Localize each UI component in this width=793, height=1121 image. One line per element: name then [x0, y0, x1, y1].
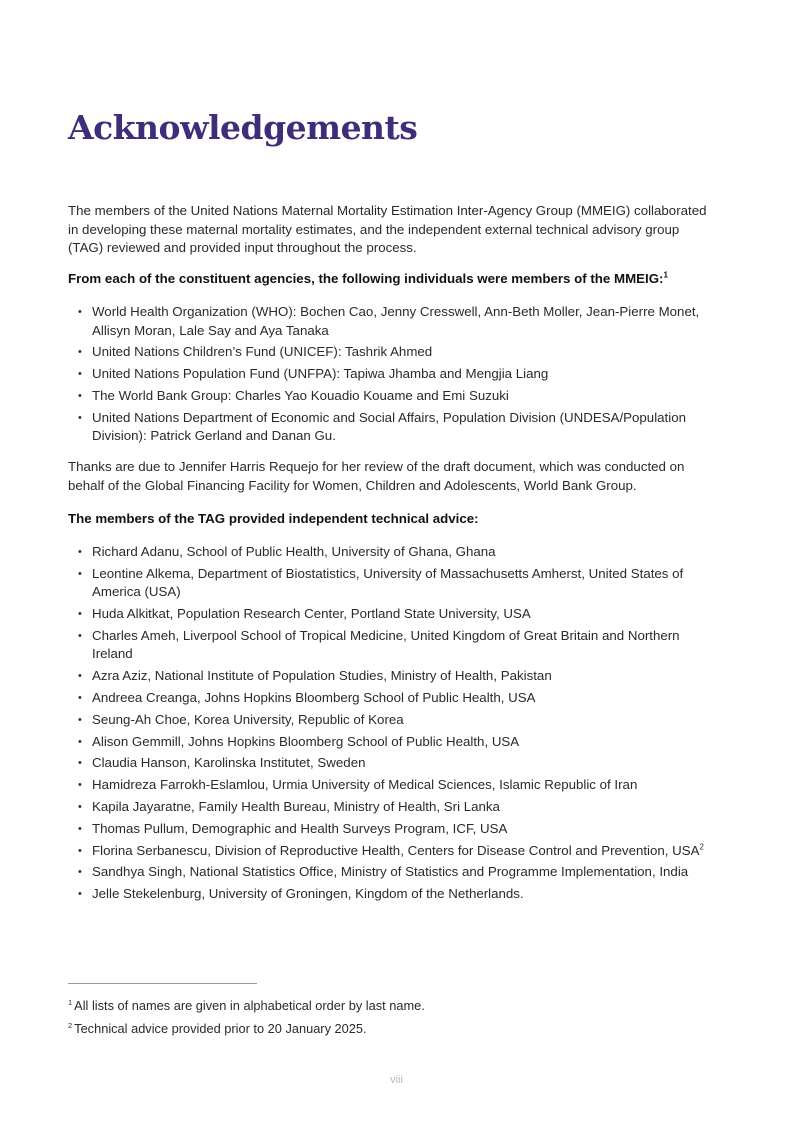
list-item: • United Nations Department of Economic and Social Affairs, Population Division (UNDESA/Population Division): Patrick Gerland and Danan Gu. [68, 409, 718, 446]
list-item: • Florina Serbanescu, Division of Reproductive Health, Centers for Disease Control and Prevention, USA$^2$ [68, 842, 718, 861]
tag-member-list [68, 543, 718, 907]
list-item: • Sandhya Singh, National Statistics Office, Ministry of Statistics and Programme Implementation, India [68, 863, 718, 882]
list-item: • Charles Ameh, Liverpool School of Tropical Medicine, United Kingdom of Great Britain and Northern Ireland [68, 627, 718, 664]
list-item: • Huda Alkitkat, Population Research Center, Portland State University, USA [68, 605, 718, 624]
list-item: • Claudia Hanson, Karolinska Institutet, Sweden [68, 754, 718, 773]
list-item: • Hamidreza Farrokh-Eslamlou, Urmia University of Medical Sciences, Islamic Republic of Iran [68, 776, 718, 795]
footnote-ref-1[interactable]: 1 [663, 270, 668, 280]
intro-paragraph: The members of the United Nations Maternal Mortality Estimation Inter-Agency Group (MMEIG) collaborated in developing these maternal mortality estimates, and the independent external technical advisory group (TAG) reviewed and provided input throughout the process. [68, 203, 707, 255]
footnote-1: $^1$ All lists of names are given in alphabetical order by last name. [68, 997, 425, 1013]
list-item: • Thomas Pullum, Demographic and Health Surveys Program, ICF, USA [68, 820, 718, 839]
footnote-ref-2[interactable]: 2 [699, 842, 704, 852]
list-item: • The World Bank Group: Charles Yao Kouadio Kouame and Emi Suzuki [68, 387, 718, 406]
list-item: • World Health Organization (WHO): Bochen Cao, Jenny Cresswell, Ann-Beth Moller, Jean-Pierre Monet, Allisyn Moran, Lale Say and Aya Tanaka [68, 303, 718, 340]
list-item: • United Nations Children’s Fund (UNICEF): Tashrik Ahmed [68, 343, 718, 362]
tag-heading: The members of the TAG provided independent technical advice: [68, 511, 479, 526]
page-number: viii [390, 1074, 403, 1086]
list-item: • Jelle Stekelenburg, University of Groningen, Kingdom of the Netherlands. [68, 885, 718, 904]
page-title: Acknowledgements [68, 108, 418, 147]
thanks-paragraph: Thanks are due to Jennifer Harris Requejo for her review of the draft document, which was conducted on behalf of the Global Financing Facility for Women, Children and Adolescents, World Bank Group. [68, 459, 685, 493]
mmeig-heading: From each of the constituent agencies, the following individuals were members of the MMEIG:$^1$ [68, 270, 668, 286]
list-item: • Richard Adanu, School of Public Health, University of Ghana, Ghana [68, 543, 718, 562]
list-item: • Kapila Jayaratne, Family Health Bureau, Ministry of Health, Sri Lanka [68, 798, 718, 817]
list-item: • United Nations Population Fund (UNFPA): Tapiwa Jhamba and Mengjia Liang [68, 365, 718, 384]
list-item: • Seung-Ah Choe, Korea University, Republic of Korea [68, 711, 718, 730]
footnote-divider [68, 983, 257, 984]
footnote-2: $^2$ Technical advice provided prior to 20 January 2025. [68, 1020, 367, 1036]
mmeig-member-list [68, 303, 718, 449]
list-item: • Andreea Creanga, Johns Hopkins Bloomberg School of Public Health, USA [68, 689, 718, 708]
list-item: • Leontine Alkema, Department of Biostatistics, University of Massachusetts Amherst, United States of America (USA) [68, 565, 718, 602]
list-item: • Azra Aziz, National Institute of Population Studies, Ministry of Health, Pakistan [68, 667, 718, 686]
list-item: • Alison Gemmill, Johns Hopkins Bloomberg School of Public Health, USA [68, 733, 718, 752]
